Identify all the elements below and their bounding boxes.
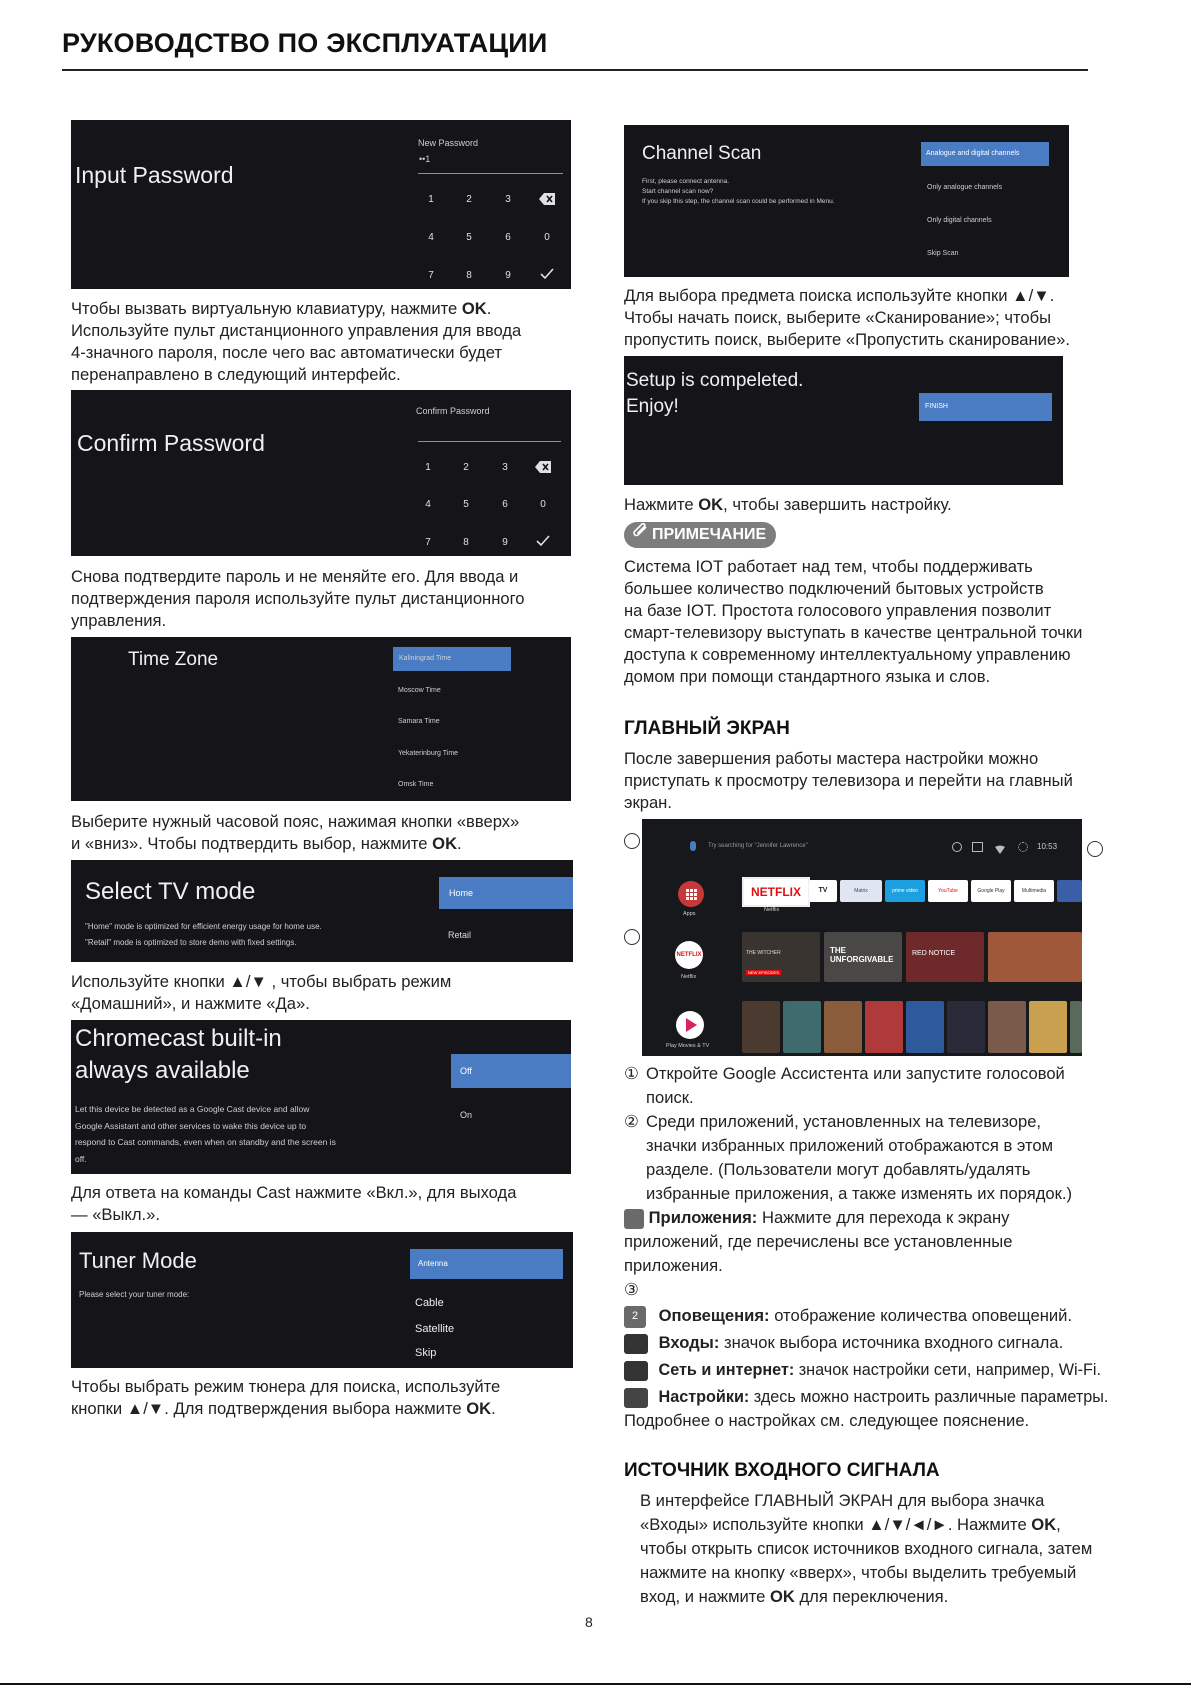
confirm-check-icon[interactable] [537, 268, 557, 283]
witcher-card[interactable] [742, 932, 820, 982]
chromecast-screen [71, 1020, 571, 1174]
tv-mode-desc-home: "Home" mode is optimized for efficient energy usage for home use. [85, 922, 322, 931]
witcher-new-episodes: NEW EPISODES [748, 970, 779, 975]
callout-1-marker [624, 833, 640, 849]
tz-option-yekaterinburg[interactable]: Yekaterinburg Time [398, 750, 459, 757]
key-0[interactable]: 0 [544, 232, 550, 243]
network-item: Сеть и интернет: значок настройки сети, например, Wi-Fi. [624, 1358, 1124, 1382]
setup-complete-line1: Setup is compeleted. [626, 370, 804, 391]
input-source-text: В интерфейсе ГЛАВНЫЙ ЭКРАН для выбора значка «Входы» используйте кнопки ▲/▼/◄/►. Нажмите OK, чтобы открыть список источников входного сигнала, затем нажмите на кнопку «вверх», чтобы выделить требуемый вход, и нажмите OK для переключения. [640, 1491, 1093, 1606]
youtube-tile[interactable] [928, 880, 968, 902]
callout-3-marker [1087, 841, 1103, 857]
apps-icon[interactable] [678, 881, 704, 907]
tv-mode-retail-option[interactable]: Retail [448, 930, 472, 940]
chromecast-caption: Для ответа на команды Cast нажмите «Вкл.», для выхода — «Выкл.». [71, 1183, 517, 1224]
matrix-app-label: Matrix [854, 888, 868, 894]
tv-mode-screen [71, 860, 573, 962]
prime-video-label: prime video [892, 888, 918, 894]
netflix-app-tile[interactable] [742, 877, 810, 907]
wifi-icon[interactable] [995, 841, 1005, 859]
apps-item-cont: приложения. [624, 1256, 723, 1275]
inputs-item: Входы: значок выбора источника входного сигнала. [624, 1331, 1124, 1355]
apps-item-cont: приложений, где перечислены все установленные [624, 1232, 1013, 1251]
confirm-password-caption: Снова подтвердите пароль и не меняйте его. Для ввода и подтверждения пароля используйте пульт дистанционного управления. [71, 567, 525, 630]
page-title: РУКОВОДСТВО ПО ЭКСПЛУАТАЦИИ [62, 28, 548, 58]
settings-icon[interactable] [1018, 842, 1028, 852]
tz-option-samara[interactable]: Samara Time [398, 718, 440, 725]
item-3-number: ③ [624, 1280, 639, 1299]
tuner-mode-caption: Чтобы выбрать режим тюнера для поиска, используйте кнопки ▲/▼. Для подтверждения выбора нажмите OK. [71, 1377, 501, 1418]
movie-poster[interactable] [865, 1001, 903, 1053]
key-8[interactable]: 8 [463, 537, 469, 548]
time-zone-caption: Выберите нужный часовой пояс, нажимая кнопки «вверх» и «вниз». Чтобы подтвердить выбор, нажмите OK. [71, 812, 520, 853]
notifications-icon[interactable] [952, 842, 962, 852]
note-badge: ПРИМЕЧАНИЕ [624, 522, 776, 548]
home-screen [642, 819, 1082, 1056]
scan-option-analogue[interactable]: Only analogue channels [927, 184, 1003, 191]
callout-2-marker [624, 929, 640, 945]
chromecast-title-line1: Chromecast built-in [75, 1025, 282, 1052]
backspace-icon[interactable] [537, 193, 557, 208]
apps-item: Приложения: Нажмите для перехода к экрану [624, 1206, 1124, 1230]
key-6[interactable]: 6 [505, 232, 511, 243]
scan-option-analogue-digital[interactable]: Analogue and digital channels [921, 142, 1049, 166]
tuner-cable-option[interactable]: Cable [415, 1297, 444, 1309]
home-items [624, 1062, 1124, 1433]
item-2-text-cont: разделе. (Пользователи могут добавлять/удалять [646, 1160, 1031, 1179]
google-play-tile[interactable] [971, 880, 1011, 902]
more-app-tile[interactable] [1057, 880, 1082, 902]
input-password-caption: Чтобы вызвать виртуальную клавиатуру, нажмите OK. Используйте пульт дистанционного управления для ввода 4-значного пароля, после чего вас автоматически будет перенаправлено в следующий интерфейс. [71, 299, 522, 384]
mic-icon[interactable] [690, 841, 696, 851]
movie-poster[interactable] [1029, 1001, 1067, 1053]
key-8[interactable]: 8 [466, 270, 472, 281]
key-7[interactable]: 7 [425, 537, 431, 548]
tv-app-label: TV [818, 887, 828, 894]
youtube-label: YouTube [938, 888, 958, 894]
key-5[interactable]: 5 [463, 499, 469, 510]
multimedia-label: Multimedia [1021, 888, 1047, 894]
red-notice-card[interactable] [906, 932, 984, 982]
key-1[interactable]: 1 [428, 194, 434, 205]
setup-complete-line2: Enjoy! [626, 396, 679, 417]
page-number: 8 [585, 1614, 593, 1630]
netflix-app-label: Netflix [764, 907, 780, 913]
input-password-screen [71, 120, 571, 289]
item-2-number: ② [624, 1112, 639, 1131]
chromecast-title-line2: always available [75, 1057, 250, 1084]
scan-option-skip[interactable]: Skip Scan [927, 250, 959, 257]
title-rule [62, 69, 1088, 71]
apps-grid-icon [624, 1209, 644, 1229]
apps-label: Apps [683, 911, 696, 917]
confirm-password-label: Confirm Password [416, 406, 490, 416]
key-5[interactable]: 5 [466, 232, 472, 243]
tuner-antenna-option[interactable]: Antenna [410, 1249, 563, 1279]
confirm-password-screen [71, 390, 571, 556]
time-zone-title: Time Zone [128, 649, 219, 670]
key-0[interactable]: 0 [540, 499, 546, 510]
confirm-check-icon[interactable] [533, 535, 553, 550]
notifications-item: 2 Оповещения: отображение количества оповещений. [624, 1304, 1124, 1328]
channel-scan-screen [624, 125, 1069, 277]
inputs-icon[interactable] [972, 842, 983, 852]
key-6[interactable]: 6 [502, 499, 508, 510]
tuner-mode-title: Tuner Mode [79, 1248, 197, 1273]
movie-poster[interactable] [824, 1001, 862, 1053]
clock: 10:53 [1037, 842, 1058, 851]
key-2[interactable]: 2 [466, 194, 472, 205]
item-2-text-cont: значки избранных приложений отображаются в этом [646, 1136, 1054, 1155]
scan-option-digital[interactable]: Only digital channels [927, 217, 992, 224]
unforgivable-title: THE UNFORGIVABLE [830, 946, 894, 964]
input-source-heading: ИСТОЧНИК ВХОДНОГО СИГНАЛА [624, 1460, 940, 1481]
tuner-satellite-option[interactable]: Satellite [415, 1323, 455, 1335]
notification-count-icon: 2 [624, 1306, 646, 1328]
channel-scan-caption: Для выбора предмета поиска используйте кнопки ▲/▼. Чтобы начать поиск, выберите «Сканирование»; чтобы пропустить поиск, выберите «Пропустить сканирование». [624, 286, 1070, 349]
item-2-text-cont: избранные приложения, а также изменять их порядок.) [646, 1184, 1073, 1203]
key-9[interactable]: 9 [502, 537, 508, 548]
channel-scan-title: Channel Scan [642, 143, 762, 164]
setup-complete-screen [624, 356, 1063, 485]
tuner-mode-screen [71, 1232, 573, 1368]
settings-gear-icon [624, 1388, 648, 1408]
key-2[interactable]: 2 [463, 462, 469, 473]
key-4[interactable]: 4 [428, 232, 434, 243]
key-1[interactable]: 1 [425, 462, 431, 473]
item-1-text-cont: поиск. [646, 1088, 694, 1107]
movie-poster[interactable] [988, 1001, 1026, 1053]
play-movies-icon[interactable] [676, 1011, 704, 1039]
netflix-logo: NETFLIX [751, 885, 801, 899]
network-icon [624, 1361, 648, 1381]
witcher-title: THE WITCHER [746, 950, 781, 956]
chromecast-off-option[interactable]: Off [451, 1054, 571, 1088]
key-3[interactable]: 3 [505, 194, 511, 205]
red-notice-title: RED NOTICE [912, 950, 956, 957]
tv-mode-caption: Используйте кнопки ▲/▼ , чтобы выбрать режим «Домашний», и нажмите «Да». [71, 972, 452, 1013]
tuner-mode-desc: Please select your tuner mode: [79, 1290, 190, 1299]
tz-option-kaliningrad[interactable]: Kaliningrad Time [393, 647, 511, 671]
password-underline [418, 173, 563, 174]
movie-poster[interactable] [906, 1001, 944, 1053]
tz-option-moscow[interactable]: Moscow Time [398, 687, 441, 694]
search-hint[interactable]: Try searching for "Jennifer Lawrence" [708, 843, 808, 849]
movie-poster[interactable] [947, 1001, 985, 1053]
tv-mode-desc-retail: "Retail" mode is optimized to store demo with fixed settings. [85, 938, 297, 947]
netflix-card-4[interactable] [988, 932, 1082, 982]
time-zone-screen [71, 637, 571, 801]
finish-button[interactable]: FINISH [919, 393, 1052, 421]
tv-app-tile[interactable] [809, 880, 837, 902]
confirm-underline [418, 441, 561, 442]
tuner-skip-option[interactable]: Skip [415, 1347, 437, 1359]
movie-poster[interactable] [1070, 1001, 1082, 1053]
netflix-channel-label: Netflix [681, 974, 697, 980]
settings-more-info: Подробнее о настройках см. следующее пояснение. [624, 1411, 1030, 1430]
key-9[interactable]: 9 [505, 270, 511, 281]
input-source-icon [624, 1334, 648, 1354]
paperclip-icon [632, 522, 650, 548]
home-intro: После завершения работы мастера настройки можно приступать к просмотру телевизора и перейти на главный экран. [624, 749, 1073, 812]
matrix-app-tile[interactable] [840, 880, 882, 902]
settings-item: Настройки: здесь можно настроить различные параметры. [624, 1385, 1124, 1409]
home-heading: ГЛАВНЫЙ ЭКРАН [624, 718, 790, 739]
movie-poster[interactable] [783, 1001, 821, 1053]
tz-option-omsk[interactable]: Omsk Time [398, 781, 434, 788]
item-1-number: ① [624, 1064, 639, 1083]
tv-mode-title: Select TV mode [85, 878, 256, 905]
key-4[interactable]: 4 [425, 499, 431, 510]
google-play-label: Google Play [977, 888, 1005, 894]
chromecast-desc: Let this device be detected as a Google Cast device and allow Google Assistant and other services to wake this device up to respond to Cast commands, even when on standby and the screen is off. [75, 1104, 336, 1164]
confirm-password-title: Confirm Password [77, 430, 265, 456]
input-password-title: Input Password [75, 162, 234, 188]
channel-scan-desc: First, please connect antenna. Start channel scan now? If you skip this step, the channel scan could be performed in Menu. [642, 178, 835, 205]
item-1-text: Откройте Google Ассистента или запустите голосовой [646, 1064, 1065, 1083]
new-password-label: New Password [418, 138, 479, 148]
chromecast-on-option[interactable]: On [460, 1110, 473, 1120]
note-text: Система IOT работает над тем, чтобы поддерживать большее количество подключений бытовых устройств на базе IOT. Простота голосового управления позволит смарт-телевизору выступать в качестве центральной точки доступа к современному интеллектуальному управлению домом при помощи стандартного языка и слов. [624, 557, 1083, 686]
key-3[interactable]: 3 [502, 462, 508, 473]
unforgivable-card[interactable] [824, 932, 902, 982]
new-password-value: ••1 [419, 154, 431, 164]
prime-video-tile[interactable] [885, 880, 925, 902]
movie-poster[interactable] [742, 1001, 780, 1053]
netflix-channel-icon[interactable]: NETFLIX [675, 941, 703, 969]
multimedia-tile[interactable] [1014, 880, 1054, 902]
tv-mode-home-option[interactable]: Home [439, 877, 573, 909]
key-7[interactable]: 7 [428, 270, 434, 281]
play-movies-label: Play Movies & TV [666, 1043, 710, 1049]
setup-complete-caption: Нажмите OK, чтобы завершить настройку. [624, 495, 952, 514]
item-2-text: Среди приложений, установленных на телевизоре, [646, 1112, 1042, 1131]
backspace-icon[interactable] [533, 461, 553, 476]
